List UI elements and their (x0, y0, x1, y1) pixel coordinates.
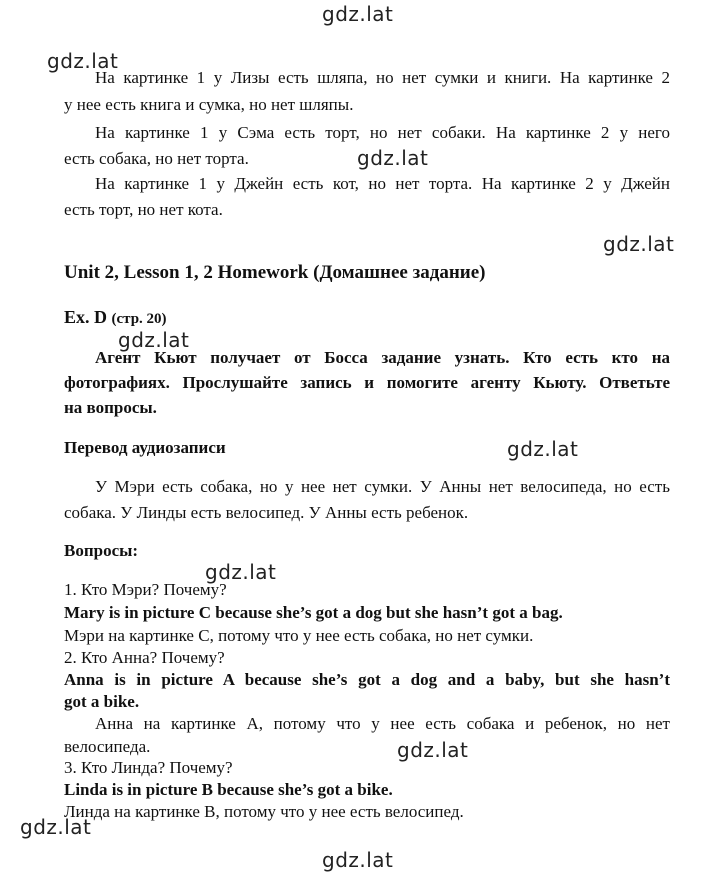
paragraph-1-line-2: у нее есть книга и сумка, но нет шляпы. (64, 95, 354, 114)
task-line-2: фотографиях. Прослушайте запись и помогите агенту Кьюту. Ответьте (64, 373, 670, 392)
watermark: gdz.lat (47, 49, 119, 73)
exercise-number: Ex. D (64, 307, 108, 327)
watermark: gdz.lat (118, 328, 190, 352)
question-3: 3. Кто Линда? Почему? (64, 758, 233, 777)
transcript-line-2: собака. У Линды есть велосипед. У Анны есть ребенок. (64, 503, 469, 522)
task-line-1: Агент Кьют получает от Босса задание узнать. Кто есть кто на (95, 348, 670, 367)
paragraph-1-line-1: На картинке 1 у Лизы есть шляпа, но нет сумки и книги. На картинке 2 (95, 68, 670, 87)
answer-3: Linda is in picture B because she’s got a bike. (64, 780, 393, 799)
watermark: gdz.lat (603, 232, 675, 256)
watermark: gdz.lat (357, 146, 429, 170)
transcript-heading: Перевод аудиозаписи (64, 438, 226, 457)
task-line-3: на вопросы. (64, 398, 157, 417)
watermark: gdz.lat (397, 738, 469, 762)
transcript-line-1: У Мэри есть собака, но у нее нет сумки. У Анны нет велосипеда, но есть (95, 477, 670, 496)
paragraph-2-line-1: На картинке 1 у Сэма есть торт, но нет собаки. На картинке 2 у него (95, 123, 670, 142)
watermark: gdz.lat (20, 815, 92, 839)
watermark: gdz.lat (322, 848, 394, 872)
exercise-page: (стр. 20) (111, 311, 167, 327)
answer-2-line-2: got a bike. (64, 692, 140, 711)
answer-2-line-1: Anna is in picture A because she’s got a dog and a baby, but she hasn’t (64, 670, 670, 689)
watermark: gdz.lat (507, 437, 579, 461)
translation-2-line-1: Анна на картинке А, потому что у нее есть собака и ребенок, но нет (95, 714, 670, 733)
paragraph-2-line-2: есть собака, но нет торта. (64, 149, 249, 168)
watermark: gdz.lat (322, 2, 394, 26)
answer-1: Mary is in picture C because she’s got a dog but she hasn’t got a bag. (64, 603, 563, 622)
paragraph-3-line-2: есть торт, но нет кота. (64, 200, 223, 219)
translation-2-line-2: велосипеда. (64, 737, 151, 756)
question-1: 1. Кто Мэри? Почему? (64, 580, 227, 599)
translation-1: Мэри на картинке С, потому что у нее есть собака, но нет сумки. (64, 626, 534, 645)
paragraph-3-line-1: На картинке 1 у Джейн есть кот, но нет торта. На картинке 2 у Джейн (95, 174, 670, 193)
questions-heading: Вопросы: (64, 541, 139, 560)
section-title: Unit 2, Lesson 1, 2 Homework (Домашнее задание) (64, 262, 486, 283)
question-2: 2. Кто Анна? Почему? (64, 648, 225, 667)
translation-3: Линда на картинке В, потому что у нее есть велосипед. (64, 802, 464, 821)
watermark: gdz.lat (205, 560, 277, 584)
exercise-label (64, 307, 167, 329)
